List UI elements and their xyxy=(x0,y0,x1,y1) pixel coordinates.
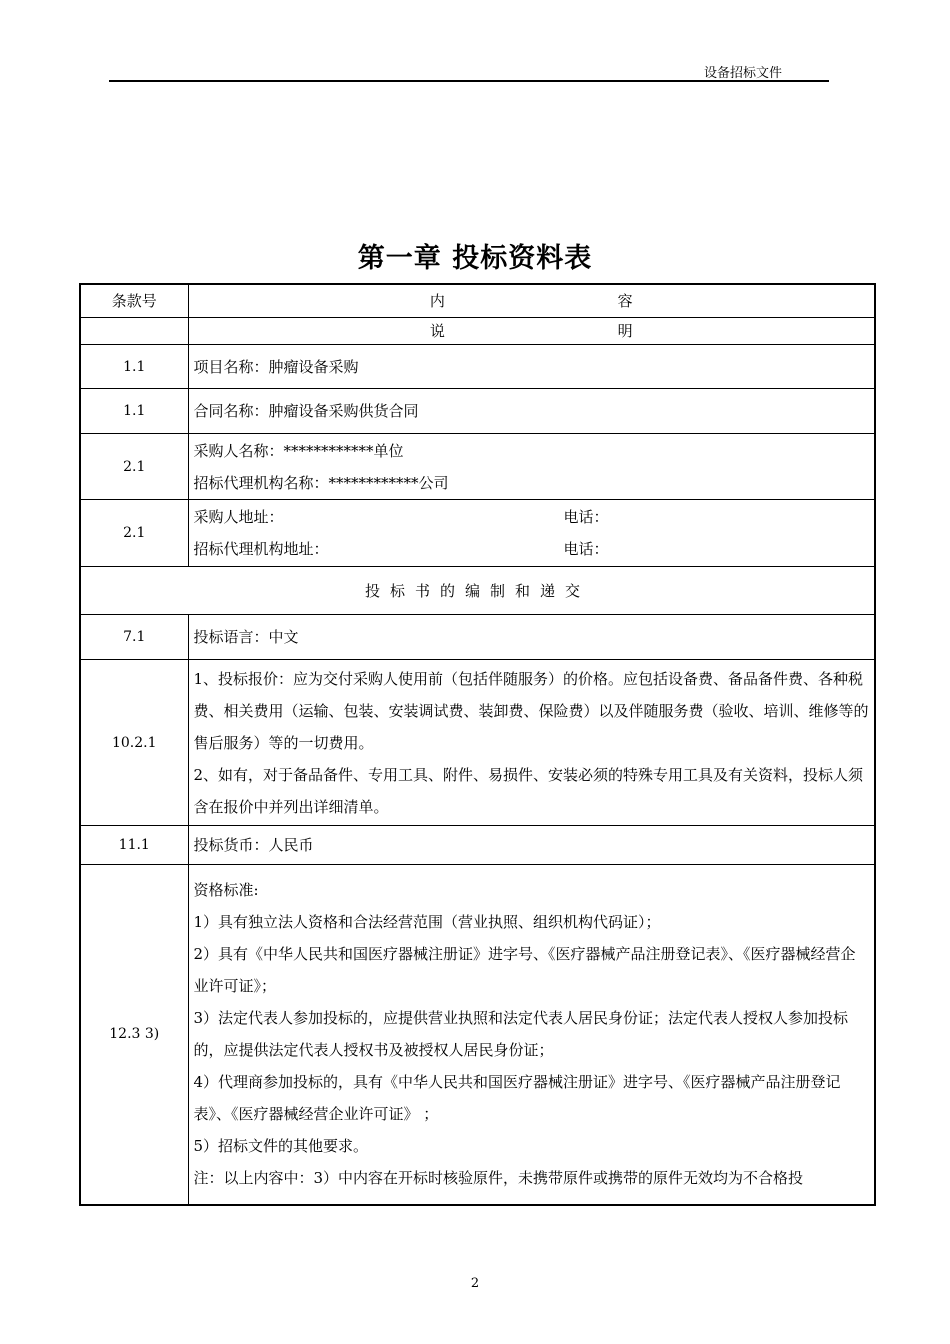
clause-content: 投标语言：中文 xyxy=(188,615,875,660)
header-content-char-2: 容 xyxy=(617,292,633,310)
table-row xyxy=(80,389,875,434)
qualification-line: 3）法定代表人参加投标的，应提供营业执照和法定代表人居民身份证；法定代表人授权人参加投标的，应提供法定代表人授权书及被授权人居民身份证； xyxy=(193,1009,849,1060)
qualification-line: 资格标准: xyxy=(193,881,259,900)
clause-number: 11.1 xyxy=(80,826,188,865)
agency-address: 招标代理机构地址： xyxy=(193,540,329,558)
clause-number: 1.1 xyxy=(80,389,188,434)
section-row xyxy=(80,567,875,615)
clause-content xyxy=(188,500,875,567)
header-desc-char-1: 说 xyxy=(429,322,445,340)
purchaser-address: 采购人地址： xyxy=(193,508,284,526)
clause-number: 12.3 3) xyxy=(80,865,188,1205)
clause-number: 7.1 xyxy=(80,615,188,660)
clause-number: 1.1 xyxy=(80,345,188,389)
qualification-line: 4）代理商参加投标的，具有《中华人民共和国医疗器械注册证》进字号、《医疗器械产品注册登记表》、《医疗器械经营企业许可证》 ； xyxy=(193,1073,841,1124)
table-row xyxy=(80,345,875,389)
clause-content xyxy=(188,434,875,500)
header-rule xyxy=(109,80,829,82)
header-desc-char-2: 明 xyxy=(617,322,633,340)
qualification-note: 注：以上内容中：3）中内容在开标时核验原件，未携带原件或携带的原件无效均为不合格投 xyxy=(193,1169,804,1188)
table-row xyxy=(80,660,875,826)
qualification-line: 5）招标文件的其他要求。 xyxy=(193,1137,369,1156)
spare-parts-paragraph: 2、如有，对于备品备件、专用工具、附件、易损件、安装必须的特殊专用工具及有关资料，投标人须含在报价中并列出详细清单。 xyxy=(193,765,864,816)
table-row xyxy=(80,826,875,865)
clause-number: 2.1 xyxy=(80,500,188,567)
clause-content xyxy=(188,865,875,1205)
document-header-label: 设备招标文件 xyxy=(703,66,782,81)
table-header-row xyxy=(80,284,875,318)
clause-content: 合同名称：肿瘤设备采购供货合同 xyxy=(188,389,875,434)
header-description xyxy=(188,318,875,345)
table-row xyxy=(80,615,875,660)
bid-price-paragraph: 1、投标报价：应为交付采购人使用前（包括伴随服务）的价格。应包括设备费、备品备件费、各种税费、相关费用（运输、包装、安装调试费、装卸费、保险费）以及伴随服务费（验收、培训、维修等的售后服务）等的一切费用。 xyxy=(193,669,869,752)
purchaser-phone: 电话： xyxy=(563,508,609,526)
agency-name: 招标代理机构名称：************公司 xyxy=(193,473,449,492)
clause-number: 2.1 xyxy=(80,434,188,500)
table-header-row-2 xyxy=(80,318,875,345)
qualification-line: 1）具有独立法人资格和合法经营范围（营业执照、组织机构代码证）； xyxy=(193,913,661,932)
section-heading: 投标书的编制和递交 xyxy=(80,567,875,615)
purchaser-name: 采购人名称：************单位 xyxy=(193,441,404,460)
qualification-line: 2）具有《中华人民共和国医疗器械注册证》进字号、《医疗器械产品注册登记表》、《医疗器械经营企业许可证》； xyxy=(193,945,856,996)
header-content xyxy=(188,284,875,318)
clause-content: 项目名称：肿瘤设备采购 xyxy=(188,345,875,389)
header-empty-cell xyxy=(80,318,188,345)
clause-content xyxy=(188,660,875,826)
clause-number: 10.2.1 xyxy=(80,660,188,826)
clause-content: 投标货币：人民币 xyxy=(188,826,875,865)
header-content-char-1: 内 xyxy=(429,292,445,310)
page-number: 2 xyxy=(470,1276,480,1291)
table-row xyxy=(80,434,875,500)
table-row xyxy=(80,865,875,1205)
chapter-title: 第一章 投标资料表 xyxy=(357,243,593,274)
bid-data-table xyxy=(79,283,876,1206)
header-clause-number: 条款号 xyxy=(80,284,188,318)
table-row xyxy=(80,500,875,567)
agency-phone: 电话： xyxy=(563,540,609,558)
